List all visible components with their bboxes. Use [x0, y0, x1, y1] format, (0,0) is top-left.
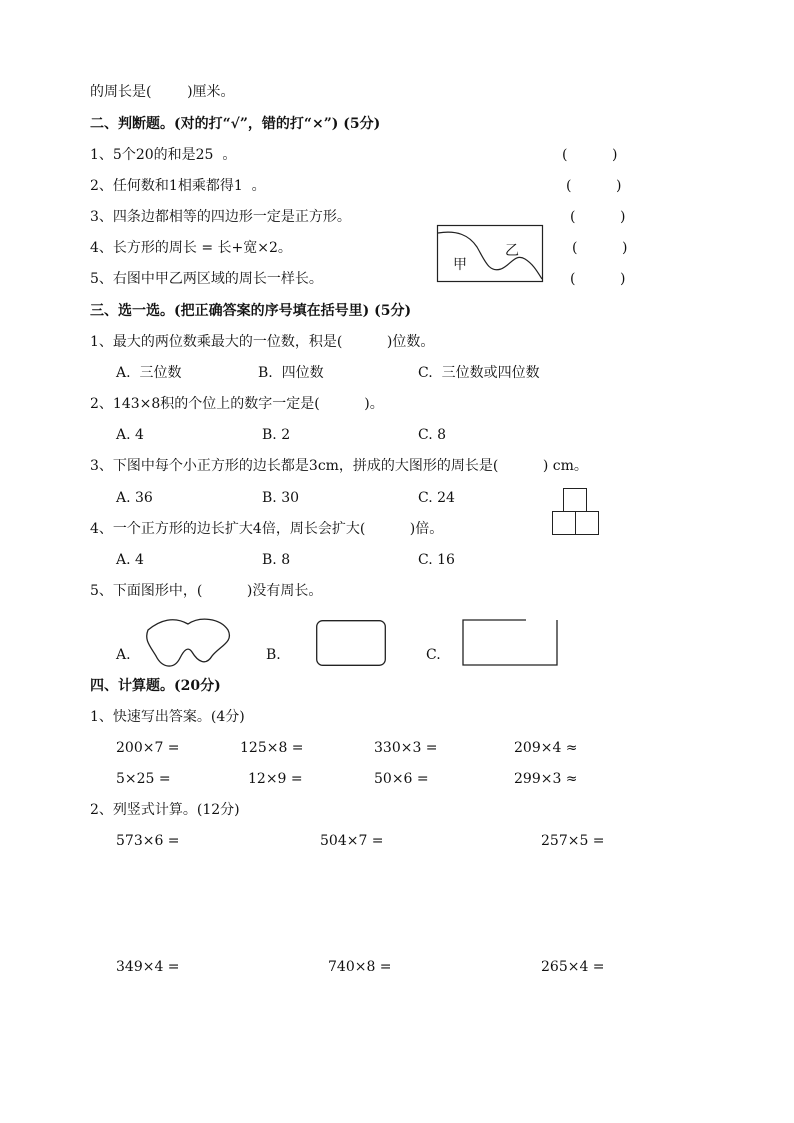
choice-q5-option-a[interactable]: A.: [116, 647, 131, 663]
choice-q1: 1、最大的两位数乘最大的一位数，积是( )位数。: [90, 334, 435, 350]
quick-calc-3: 330×3 =: [374, 740, 438, 756]
judge-item-2: 2、任何数和1相乘都得1 。: [90, 178, 266, 194]
vertical-calc-3: 257×5 =: [541, 833, 605, 849]
quick-calc-2: 125×8 =: [240, 740, 304, 756]
judge-answer-2[interactable]: ( ): [566, 178, 622, 194]
region-label-yi: 乙: [505, 243, 519, 259]
choice-q2-option-c[interactable]: C. 8: [418, 427, 447, 443]
vertical-calc-4: 349×4 =: [116, 959, 180, 975]
quick-calc-8: 299×3 ≈: [514, 771, 578, 787]
choice-q4: 4、一个正方形的边长扩大4倍，周长会扩大( )倍。: [90, 521, 444, 537]
vertical-calc-1: 573×6 =: [116, 833, 180, 849]
quick-calc-6: 12×9 =: [248, 771, 303, 787]
section2-title: 二、判断题。(对的打“√”，错的打“×”) (5分): [90, 116, 381, 132]
judge-answer-5[interactable]: ( ): [570, 271, 626, 287]
judge-answer-3[interactable]: ( ): [570, 209, 626, 225]
quick-calc-1: 200×7 =: [116, 740, 180, 756]
choice-q3: 3、下图中每个小正方形的边长都是3cm，拼成的大图形的周长是( ) cm。: [90, 458, 588, 474]
choice-q3-option-a[interactable]: A. 36: [116, 490, 153, 506]
judge-item-4: 4、长方形的周长 = 长+宽×2。: [90, 240, 292, 256]
choice-q1-option-b[interactable]: B. 四位数: [258, 365, 324, 381]
judge-item-1: 1、5个20的和是25 。: [90, 147, 237, 163]
judge-item-5: 5、右图中甲乙两区域的周长一样长。: [90, 271, 323, 287]
section3-title: 三、选一选。(把正确答案的序号填在括号里) (5分): [90, 303, 412, 319]
choice-q3-option-b[interactable]: B. 30: [262, 490, 300, 506]
closed-curve-shape: [140, 612, 234, 670]
choice-q4-option-c[interactable]: C. 16: [418, 552, 455, 568]
judge-answer-1[interactable]: ( ): [562, 147, 618, 163]
vertical-calc-5: 740×8 =: [328, 959, 392, 975]
rounded-rectangle-shape: [316, 620, 386, 666]
quick-calc-7: 50×6 =: [374, 771, 429, 787]
top-line: 的周长是( )厘米。: [90, 84, 235, 100]
squares-figure: [552, 488, 600, 536]
region-label-jia: 甲: [453, 257, 467, 273]
choice-q5-option-b[interactable]: B.: [266, 647, 281, 663]
open-shape: [462, 619, 558, 667]
choice-q4-option-a[interactable]: A. 4: [116, 552, 144, 568]
section4-title: 四、计算题。(20分): [90, 678, 221, 694]
choice-q1-option-c[interactable]: C. 三位数或四位数: [418, 365, 540, 381]
choice-q2: 2、143×8积的个位上的数字一定是( )。: [90, 396, 384, 412]
choice-q3-option-c[interactable]: C. 24: [418, 490, 455, 506]
vertical-calc-2: 504×7 =: [320, 833, 384, 849]
quick-answer-title: 1、快速写出答案。(4分): [90, 709, 245, 725]
choice-q5-option-c[interactable]: C.: [426, 647, 441, 663]
choice-q4-option-b[interactable]: B. 8: [262, 552, 291, 568]
choice-q1-option-a[interactable]: A. 三位数: [116, 365, 182, 381]
choice-q2-option-b[interactable]: B. 2: [262, 427, 291, 443]
quick-calc-5: 5×25 =: [116, 771, 171, 787]
quick-calc-4: 209×4 ≈: [514, 740, 578, 756]
judge-answer-4[interactable]: ( ): [572, 240, 628, 256]
vertical-calc-6: 265×4 =: [541, 959, 605, 975]
choice-q2-option-a[interactable]: A. 4: [116, 427, 144, 443]
vertical-calc-title: 2、列竖式计算。(12分): [90, 802, 240, 818]
choice-q5: 5、下面图形中，( )没有周长。: [90, 583, 323, 599]
judge-item-3: 3、四条边都相等的四边形一定是正方形。: [90, 209, 351, 225]
